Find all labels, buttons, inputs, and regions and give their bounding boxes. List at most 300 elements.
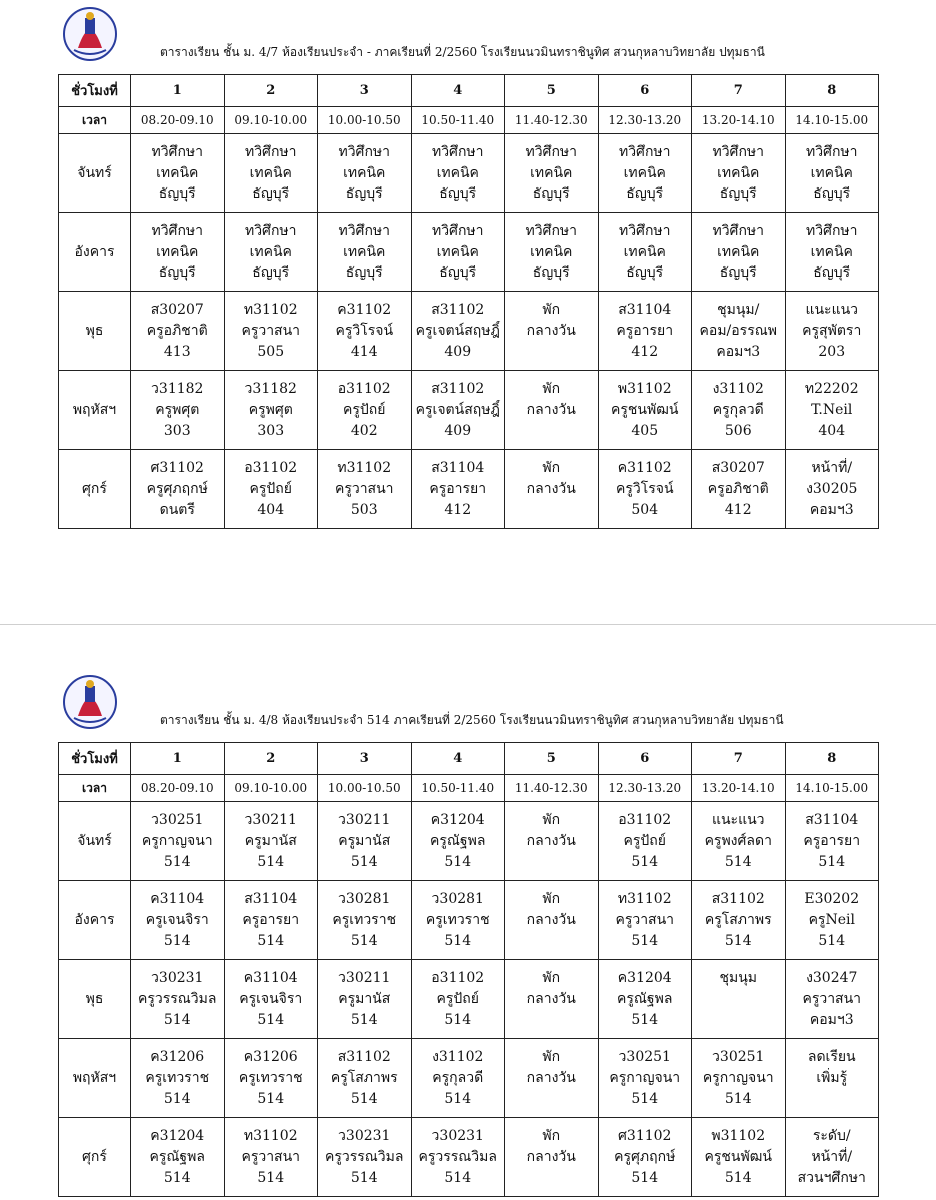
cell-line: ครูปัถย์	[343, 401, 386, 418]
school-crest-icon	[60, 4, 128, 64]
cell-line: ทวิศึกษา	[151, 143, 204, 160]
cell-line: ธัญบุรี	[813, 264, 851, 281]
cell-line: 303	[257, 422, 285, 439]
cell-line: ธัญบุรี	[252, 264, 290, 281]
cell-line: ธัญบุรี	[345, 264, 383, 281]
schedule-cell	[411, 213, 505, 292]
cell-line: สวนฯศึกษา	[797, 1169, 866, 1186]
time-slot: 14.10-15.00	[785, 775, 879, 802]
cell-line: เทคนิค	[156, 164, 199, 181]
cell-line: ค31104	[150, 890, 205, 907]
cell-line: ครูกาญจนา	[702, 1069, 774, 1086]
cell-line: 404	[257, 501, 285, 518]
period-number: 5	[505, 75, 599, 107]
cell-line: ค31204	[617, 969, 672, 986]
schedule-cell	[411, 371, 505, 450]
cell-line: ทวิศึกษา	[525, 143, 578, 160]
cell-line: ครูวิโรจน์	[335, 322, 394, 339]
cell-line: 514	[257, 1169, 285, 1186]
cell-line: ธัญบุรี	[719, 185, 757, 202]
schedule-cell	[785, 371, 879, 450]
cell-line: 514	[257, 1090, 285, 1107]
schedule-cell	[505, 1118, 599, 1197]
cell-line: ทวิศึกษา	[338, 222, 391, 239]
cell-line: พัก	[542, 459, 561, 476]
timetable-table	[58, 742, 879, 1197]
cell-line: ว30251	[712, 1048, 765, 1065]
cell-line: ว30211	[338, 969, 391, 986]
cell-line: 303	[163, 422, 191, 439]
cell-line: ทวิศึกษา	[618, 222, 671, 239]
cell-line: ค31206	[243, 1048, 298, 1065]
schedule-cell	[318, 1039, 412, 1118]
cell-line: ค31206	[150, 1048, 205, 1065]
cell-line: ส31102	[431, 301, 485, 318]
schedule-cell	[692, 881, 786, 960]
schedule-cell	[318, 213, 412, 292]
cell-line: ส31104	[244, 890, 298, 907]
cell-line: ท31102	[617, 890, 672, 907]
cell-line: ว30231	[338, 1127, 391, 1144]
cell-line: ว30231	[431, 1127, 484, 1144]
cell-line: 514	[631, 853, 659, 870]
cell-line	[505, 852, 598, 873]
schedule-cell	[131, 134, 225, 213]
cell-line: ธัญบุรี	[626, 264, 664, 281]
cell-line: พัก	[542, 380, 561, 397]
cell-line: 514	[163, 1169, 191, 1186]
cell-line: ท31102	[337, 459, 392, 476]
schedule-cell	[785, 881, 879, 960]
schedule-cell	[785, 960, 879, 1039]
cell-line: ค31102	[617, 459, 672, 476]
schedule-cell	[131, 450, 225, 529]
schedule-cell	[785, 134, 879, 213]
schedule-cell	[598, 450, 692, 529]
cell-line: ครูพงศ์ลดา	[704, 832, 772, 849]
cell-line: 514	[724, 853, 752, 870]
schedule-cell	[131, 1039, 225, 1118]
schedule-cell	[785, 450, 879, 529]
cell-line: ทวิศึกษา	[805, 222, 858, 239]
day-name: พฤหัสฯ	[59, 1039, 131, 1118]
cell-line: ครูวรรณวิมล	[138, 990, 217, 1007]
cell-line: ทวิศึกษา	[712, 222, 765, 239]
cell-line: แนะแนว	[711, 811, 765, 828]
cell-line: พัก	[542, 301, 561, 318]
period-header-row	[59, 75, 879, 107]
day-name: ศุกร์	[59, 450, 131, 529]
cell-line: ทวิศึกษา	[244, 143, 297, 160]
day-name: อังคาร	[59, 881, 131, 960]
cell-line: ครูศุภฤกษ์	[146, 480, 208, 497]
schedule-cell	[224, 213, 318, 292]
day-row	[59, 960, 879, 1039]
cell-line: ธัญบุรี	[345, 185, 383, 202]
schedule-cell	[785, 213, 879, 292]
schedule-cell	[131, 213, 225, 292]
schedule-cell	[131, 802, 225, 881]
cell-line: ชุมนุม	[719, 969, 758, 986]
cell-line: ทวิศึกษา	[805, 143, 858, 160]
cell-line	[692, 1010, 785, 1031]
time-slot: 13.20-14.10	[692, 775, 786, 802]
period-number: 7	[692, 75, 786, 107]
cell-line: พ31102	[711, 1127, 766, 1144]
schedule-cell	[131, 292, 225, 371]
schedule-cell	[318, 802, 412, 881]
day-name: พุธ	[59, 960, 131, 1039]
cell-line: คอมฯ3	[809, 501, 854, 518]
cell-line: 409	[444, 343, 472, 360]
schedule-cell	[318, 292, 412, 371]
cell-line: ครูวาสนา	[241, 1148, 301, 1165]
period-number: 7	[692, 743, 786, 775]
cell-line: 514	[163, 853, 191, 870]
period-number: 2	[224, 743, 318, 775]
schedule-cell	[224, 134, 318, 213]
cell-line: 203	[818, 343, 846, 360]
schedule-cell	[411, 1039, 505, 1118]
cell-line: ธัญบุรี	[532, 264, 570, 281]
time-slot: 10.00-10.50	[318, 107, 412, 134]
time-slot: 08.20-09.10	[131, 775, 225, 802]
cell-line: ส31102	[337, 1048, 391, 1065]
cell-line: ครูเทวราช	[425, 911, 490, 928]
cell-line: คอม/อรรณพ	[699, 322, 777, 339]
time-row	[59, 775, 879, 802]
cell-line: ส31104	[618, 301, 672, 318]
cell-line: 514	[350, 1169, 378, 1186]
cell-line: อ31102	[618, 811, 672, 828]
schedule-cell	[505, 881, 599, 960]
schedule-cell	[224, 450, 318, 529]
cell-line: พัก	[542, 969, 561, 986]
cell-line: ครูเทวราช	[332, 911, 397, 928]
cell-line: ดนตรี	[159, 501, 195, 518]
cell-line: 514	[350, 853, 378, 870]
cell-line: ทวิศึกษา	[431, 222, 484, 239]
cell-line: 514	[257, 1011, 285, 1028]
schedule-cell	[598, 213, 692, 292]
cell-line: 402	[350, 422, 378, 439]
schedule-cell	[692, 1039, 786, 1118]
cell-line: 504	[631, 501, 659, 518]
cell-line: 514	[724, 932, 752, 949]
cell-line: เทคนิค	[249, 164, 292, 181]
schedule-cell	[692, 371, 786, 450]
cell-line: เทคนิค	[623, 243, 666, 260]
cell-line: ธัญบุรี	[439, 264, 477, 281]
cell-line: อ31102	[337, 380, 391, 397]
day-row	[59, 881, 879, 960]
cell-line: เทคนิค	[436, 164, 479, 181]
cell-line: 514	[631, 1090, 659, 1107]
schedule-cell	[411, 960, 505, 1039]
cell-line: ง30247	[806, 969, 858, 986]
cell-line: 514	[257, 853, 285, 870]
school-crest-icon	[60, 672, 128, 732]
cell-line: ครูอารยา	[616, 322, 674, 339]
cell-line	[692, 989, 785, 1010]
schedule-cell	[598, 1118, 692, 1197]
cell-line: 514	[631, 932, 659, 949]
period-number: 1	[131, 743, 225, 775]
cell-line: ครูโสภาพร	[704, 911, 772, 928]
cell-line: เทคนิค	[343, 164, 386, 181]
time-slot: 10.50-11.40	[411, 107, 505, 134]
day-name: จันทร์	[59, 134, 131, 213]
time-slot: 09.10-10.00	[224, 107, 318, 134]
cell-line	[505, 500, 598, 521]
cell-line: กลางวัน	[526, 1148, 576, 1165]
period-number: 8	[785, 75, 879, 107]
cell-line: กลางวัน	[526, 832, 576, 849]
cell-line: ว30211	[244, 811, 297, 828]
cell-line: ว30211	[338, 811, 391, 828]
cell-line: ครูสุพัตรา	[802, 322, 862, 339]
cell-line: ครูเจนจิรา	[145, 911, 209, 928]
schedule-cell	[224, 371, 318, 450]
cell-line: ธัญบุรี	[439, 185, 477, 202]
cell-line: ครูอารยา	[803, 832, 861, 849]
schedule-cell	[224, 881, 318, 960]
period-number: 6	[598, 75, 692, 107]
cell-line: 514	[724, 1090, 752, 1107]
cell-line: หน้าที่/	[811, 459, 853, 476]
cell-line: ครูวิโรจน์	[615, 480, 674, 497]
cell-line: หน้าที่/	[811, 1148, 853, 1165]
schedule-cell	[598, 960, 692, 1039]
cell-line: ส31102	[711, 890, 765, 907]
cell-line: 514	[444, 1169, 472, 1186]
cell-line: กลางวัน	[526, 480, 576, 497]
cell-line: ค31204	[430, 811, 485, 828]
cell-line: เทคนิค	[156, 243, 199, 260]
schedule-cell	[411, 802, 505, 881]
time-slot: 12.30-13.20	[598, 775, 692, 802]
period-header-row	[59, 743, 879, 775]
cell-line: ครูปัถย์	[436, 990, 479, 1007]
cell-line: ครูอารยา	[242, 911, 300, 928]
cell-line: ธัญบุรี	[158, 185, 196, 202]
cell-line: ครูพศุต	[155, 401, 200, 418]
schedule-cell	[785, 292, 879, 371]
day-name: พุธ	[59, 292, 131, 371]
schedule-cell	[505, 960, 599, 1039]
cell-line: ครูกาญจนา	[609, 1069, 681, 1086]
period-number: 5	[505, 743, 599, 775]
schedule-cell	[692, 213, 786, 292]
cell-line: เทคนิค	[717, 243, 760, 260]
time-slot: 11.40-12.30	[505, 775, 599, 802]
schedule-cell	[318, 450, 412, 529]
schedule-cell	[224, 1118, 318, 1197]
schedule-cell	[318, 371, 412, 450]
cell-line: 505	[257, 343, 285, 360]
cell-line: ครูกุลวดี	[432, 1069, 484, 1086]
cell-line: 514	[350, 1011, 378, 1028]
cell-line: ครูNeil	[808, 911, 855, 928]
schedule-cell	[505, 1039, 599, 1118]
cell-line: ทวิศึกษา	[618, 143, 671, 160]
period-number: 3	[318, 75, 412, 107]
cell-line: ทวิศึกษา	[151, 222, 204, 239]
cell-line: คอมฯ3	[809, 1011, 854, 1028]
day-row	[59, 292, 879, 371]
cell-line: ครูวาสนา	[334, 480, 394, 497]
cell-line: 514	[444, 932, 472, 949]
cell-line: 506	[724, 422, 752, 439]
cell-line: เทคนิค	[530, 243, 573, 260]
schedule-cell	[505, 292, 599, 371]
cell-line: ว30231	[151, 969, 204, 986]
day-name: อังคาร	[59, 213, 131, 292]
period-label: ชั่วโมงที่	[59, 743, 131, 775]
cell-line: กลางวัน	[526, 911, 576, 928]
cell-line: ครูชนพัฒน์	[704, 1148, 772, 1165]
period-number: 3	[318, 743, 412, 775]
cell-line: กลางวัน	[526, 322, 576, 339]
cell-line: 514	[350, 932, 378, 949]
timetable-title: ตารางเรียน ชั้น ม. 4/7 ห้องเรียนประจำ - ภาคเรียนที่ 2/2560 โรงเรียนนวมินทราชินูทิศ สวนกุหลาบวิทยาลัย ปทุมธานี	[160, 45, 765, 59]
schedule-cell	[411, 134, 505, 213]
cell-line: ครูวรรณวิมล	[418, 1148, 497, 1165]
period-number: 1	[131, 75, 225, 107]
period-number: 8	[785, 743, 879, 775]
period-number: 6	[598, 743, 692, 775]
schedule-cell	[224, 1039, 318, 1118]
cell-line: ครูปัถย์	[623, 832, 666, 849]
schedule-cell	[692, 450, 786, 529]
schedule-cell	[224, 802, 318, 881]
cell-line: ธัญบุรี	[252, 185, 290, 202]
cell-line: ครูวาสนา	[802, 990, 862, 1007]
cell-line: กลางวัน	[526, 401, 576, 418]
cell-line: ทวิศึกษา	[244, 222, 297, 239]
cell-line: ศ31102	[618, 1127, 672, 1144]
time-slot: 08.20-09.10	[131, 107, 225, 134]
schedule-cell	[318, 134, 412, 213]
cell-line: ทวิศึกษา	[338, 143, 391, 160]
schedule-cell	[505, 450, 599, 529]
cell-line: ครูณัฐพล	[430, 832, 486, 849]
cell-line: ระดับ/	[812, 1127, 851, 1144]
schedule-cell	[692, 1118, 786, 1197]
page-divider	[0, 624, 936, 625]
cell-line: ค31204	[150, 1127, 205, 1144]
cell-line: ครูวาสนา	[615, 911, 675, 928]
schedule-cell	[598, 371, 692, 450]
time-label: เวลา	[59, 775, 131, 802]
time-row	[59, 107, 879, 134]
cell-line	[505, 1089, 598, 1110]
cell-line: พ31102	[617, 380, 672, 397]
cell-line: พัก	[542, 811, 561, 828]
day-row	[59, 1118, 879, 1197]
schedule-cell	[692, 802, 786, 881]
timetable-table	[58, 74, 879, 529]
cell-line: ครูมานัส	[338, 832, 391, 849]
cell-line: ครูชนพัฒน์	[611, 401, 679, 418]
cell-line: 514	[163, 1090, 191, 1107]
cell-line: เทคนิค	[717, 164, 760, 181]
day-name: จันทร์	[59, 802, 131, 881]
cell-line: เพิ่มรู้	[816, 1069, 848, 1086]
cell-line: ทวิศึกษา	[525, 222, 578, 239]
cell-line	[786, 1089, 879, 1110]
time-slot: 11.40-12.30	[505, 107, 599, 134]
cell-line: กลางวัน	[526, 990, 576, 1007]
cell-line: ง31102	[432, 1048, 484, 1065]
cell-line: 514	[631, 1169, 659, 1186]
cell-line: 514	[350, 1090, 378, 1107]
schedule-cell	[505, 802, 599, 881]
cell-line: ครูอารยา	[429, 480, 487, 497]
cell-line: ลดเรียน	[807, 1048, 856, 1065]
cell-line: 413	[163, 343, 191, 360]
cell-line: ว30281	[431, 890, 484, 907]
cell-line: ครูโสภาพร	[330, 1069, 398, 1086]
schedule-cell	[692, 134, 786, 213]
time-slot: 10.00-10.50	[318, 775, 412, 802]
cell-line	[505, 1168, 598, 1189]
schedule-cell	[411, 450, 505, 529]
cell-line: อ31102	[431, 969, 485, 986]
cell-line: T.Neil	[811, 401, 853, 418]
schedule-cell	[318, 881, 412, 960]
cell-line: เทคนิค	[343, 243, 386, 260]
cell-line: 514	[724, 1169, 752, 1186]
cell-line: ทวิศึกษา	[431, 143, 484, 160]
time-slot: 13.20-14.10	[692, 107, 786, 134]
schedule-cell	[598, 292, 692, 371]
schedule-cell	[598, 134, 692, 213]
schedule-cell	[505, 134, 599, 213]
schedule-cell	[318, 960, 412, 1039]
cell-line: ว31182	[151, 380, 204, 397]
cell-line: ธัญบุรี	[532, 185, 570, 202]
schedule-cell	[318, 1118, 412, 1197]
cell-line: 514	[444, 853, 472, 870]
day-row	[59, 802, 879, 881]
cell-line: 412	[724, 501, 752, 518]
cell-line: ครูวรรณวิมล	[325, 1148, 404, 1165]
time-slot: 12.30-13.20	[598, 107, 692, 134]
cell-line: 514	[444, 1090, 472, 1107]
timetable-title: ตารางเรียน ชั้น ม. 4/8 ห้องเรียนประจำ 514 ภาคเรียนที่ 2/2560 โรงเรียนนวมินทราชินูทิศ สวนกุหลาบวิทยาลัย ปทุมธานี	[160, 713, 784, 727]
day-row	[59, 450, 879, 529]
cell-line	[505, 931, 598, 952]
schedule-cell	[598, 802, 692, 881]
cell-line: 514	[631, 1011, 659, 1028]
cell-line: ว31182	[244, 380, 297, 397]
cell-line: ครูมานัส	[338, 990, 391, 1007]
cell-line: 503	[350, 501, 378, 518]
schedule-cell	[224, 292, 318, 371]
schedule-cell	[411, 881, 505, 960]
cell-line: ครูณัฐพล	[149, 1148, 205, 1165]
cell-line: ครูมานัส	[244, 832, 297, 849]
cell-line: ครูณัฐพล	[617, 990, 673, 1007]
cell-line: ง30205	[806, 480, 858, 497]
cell-line: E30202	[804, 890, 860, 907]
cell-line: 412	[631, 343, 659, 360]
schedule-cell	[131, 960, 225, 1039]
cell-line: 514	[444, 1011, 472, 1028]
cell-line: เทคนิค	[623, 164, 666, 181]
cell-line: ครูพศุต	[248, 401, 293, 418]
